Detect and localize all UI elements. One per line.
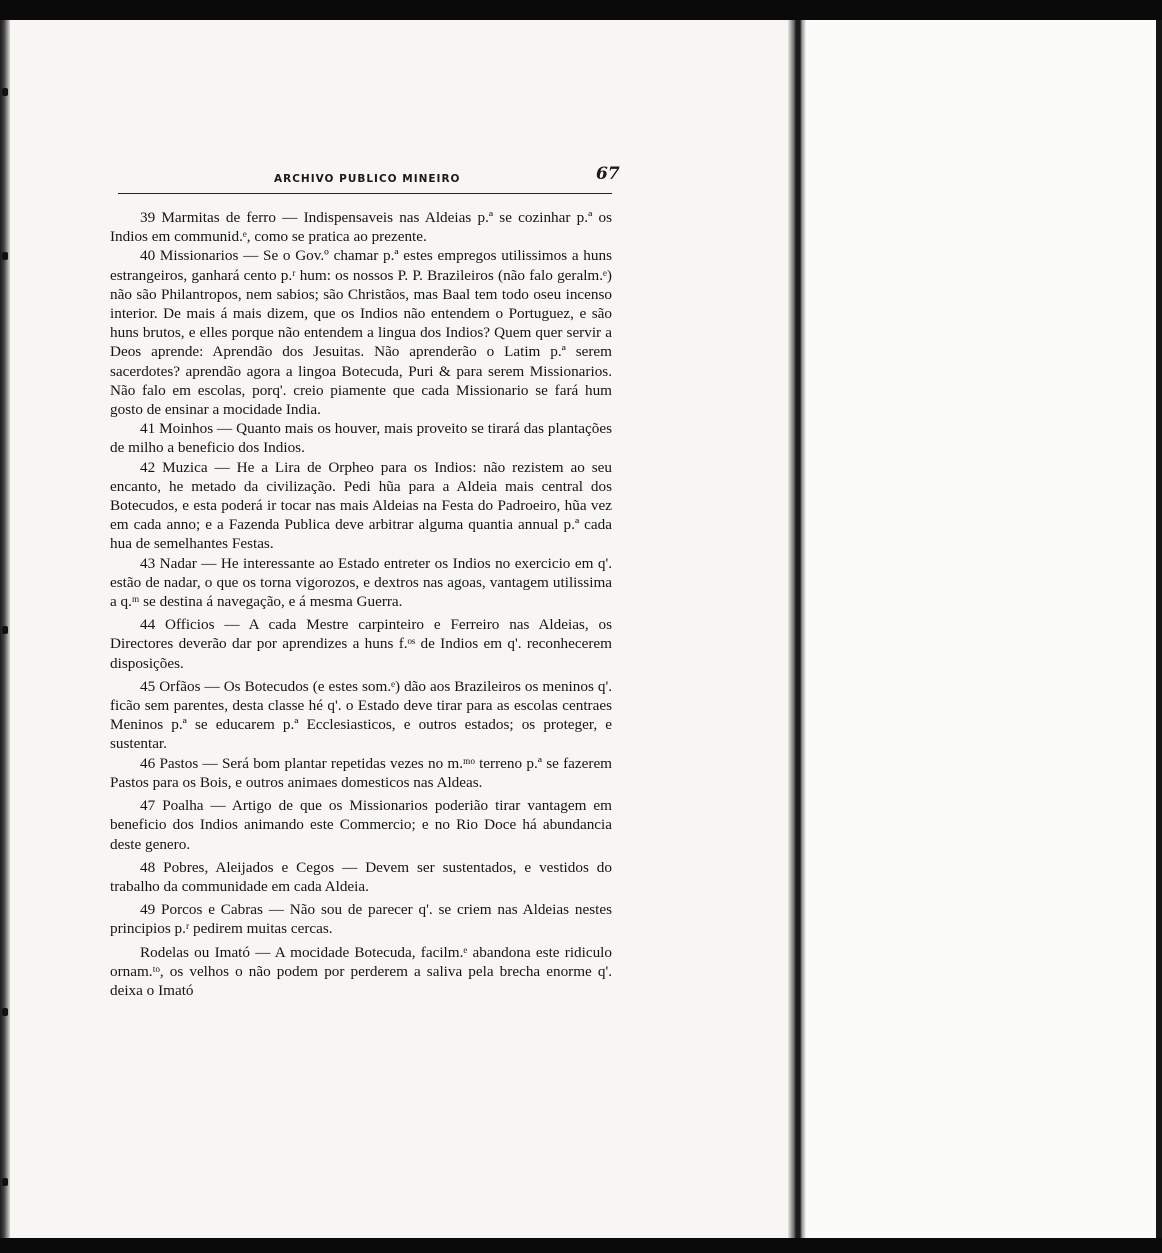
entry-47-poalha: 47 Poalha — Artigo de que os Missionarios poderião tirar vantagem em beneficio dos Indios animando este Commercio; e no Rio Doce há abundancia deste genero.: [110, 797, 612, 853]
edge-mark: [2, 1008, 8, 1016]
entry-39-marmitas: 39 Marmitas de ferro — Indispensaveis nas Aldeias p.ª se cozinhar p.ª os Indios em communid.ᵉ, como se pratica ao prezente.: [110, 209, 612, 246]
entry-42-muzica: 42 Muzica — He a Lira de Orpheo para os Indios: não rezistem ao seu encanto, he metado da civilização. Pedi hũa para a Aldeia mais central dos Botecudos, e esta poderá ir tocar nas mais Aldeias na Festa do Padroeiro, hũa vez em cada anno; e a Fazenda Publica deve arbitrar alguma quantia annual p.ª cada hua de semelhantes Festas.: [110, 458, 612, 553]
entry-41-moinhos: 41 Moinhos — Quanto mais os houver, mais proveito se tirará das plantações de milho a beneficio dos Indios.: [110, 420, 612, 457]
entry-43-nadar: 43 Nadar — He interessante ao Estado entreter os Indios no exercicio em q'. estão de nadar, o que os torna vigorozos, e dextros nas agoas, vantagem utilissima a q.ᵐ se destina á navegação, e á mesma Guerra.: [110, 554, 612, 611]
scan-bottom-border: [0, 1238, 1162, 1253]
right-page-edge: [1156, 20, 1162, 1238]
scan-top-border: [0, 0, 1162, 20]
edge-mark: [2, 88, 8, 96]
entry-40-missionarios: 40 Missionarios — Se o Gov.º chamar p.ª estes empregos utilissimos a huns estrangeiros, ganhará cento p.ʳ hum: os nossos P. P. Brazileiros (não falo geralm.ᵉ) não são Philantropos, nem sabios; são Christãos, mas Baal tem todo oseu incenso interior. De mais á mais dizem, que os Indios não entendem o Portuguez, e são huns brutos, e elles porque não entendem a lingua dos Indios? Quem quer servir a Deos aprende: Aprendão dos Jesuitas. Não aprenderão o Latim p.ª serem sacerdotes? aprendão agora a lingoa Botecuda, Puri & para serem Missionarios. Não falo em escolas, porq'. creio piamente que cada Missionario se fará hum gosto de ensinar a mocidade India.: [110, 247, 612, 419]
entry-45-orfaos: 45 Orfãos — Os Botecudos (e estes som.ᵉ) dão aos Brazileiros os meninos q'. ficão sem parentes, desta classe hé q'. o Estado deve tirar para as escolas centraes Meninos p.ª se educarem p.ª Ecclesiasticos, e outros estados; os proteger, e sustentar.: [110, 677, 612, 753]
entry-44-officios: 44 Officios — A cada Mestre carpinteiro e Ferreiro nas Aldeias, os Directores deverão dar por aprendizes a huns f.ᵒˢ de Indios em q'. reconhecerem disposições.: [110, 616, 612, 672]
header-rule: [118, 193, 612, 194]
entry-46-pastos: 46 Pastos — Será bom plantar repetidas vezes no m.ᵐᵒ terreno p.ª se fazerem Pastos para os Bois, e outros animaes domesticos nas Aldeas.: [110, 754, 612, 791]
right-page-blank: [806, 20, 1156, 1238]
entry-49-porcos: 49 Porcos e Cabras — Não sou de parecer q'. se criem nas Aldeias nestes principios p.ʳ pedirem muitas cercas.: [110, 901, 612, 938]
page-number: 67: [596, 164, 620, 184]
glossary-body: [110, 208, 612, 1000]
entry-rodelas: Rodelas ou Imató — A mocidade Botecuda, facilm.ᵉ abandona este ridiculo ornam.ᵗᵒ, os velhos o não podem por perderem a saliva pela brecha enorme q'. deixa o Imató: [110, 943, 612, 999]
edge-mark: [2, 1178, 8, 1186]
edge-mark: [2, 252, 8, 260]
entry-48-pobres: 48 Pobres, Aleijados e Cegos — Devem ser sustentados, e vestidos do trabalho da communidade em cada Aldeia.: [110, 858, 612, 895]
book-gutter: [788, 20, 806, 1238]
edge-mark: [2, 626, 8, 634]
running-title: ARCHIVO PUBLICO MINEIRO: [274, 173, 461, 185]
